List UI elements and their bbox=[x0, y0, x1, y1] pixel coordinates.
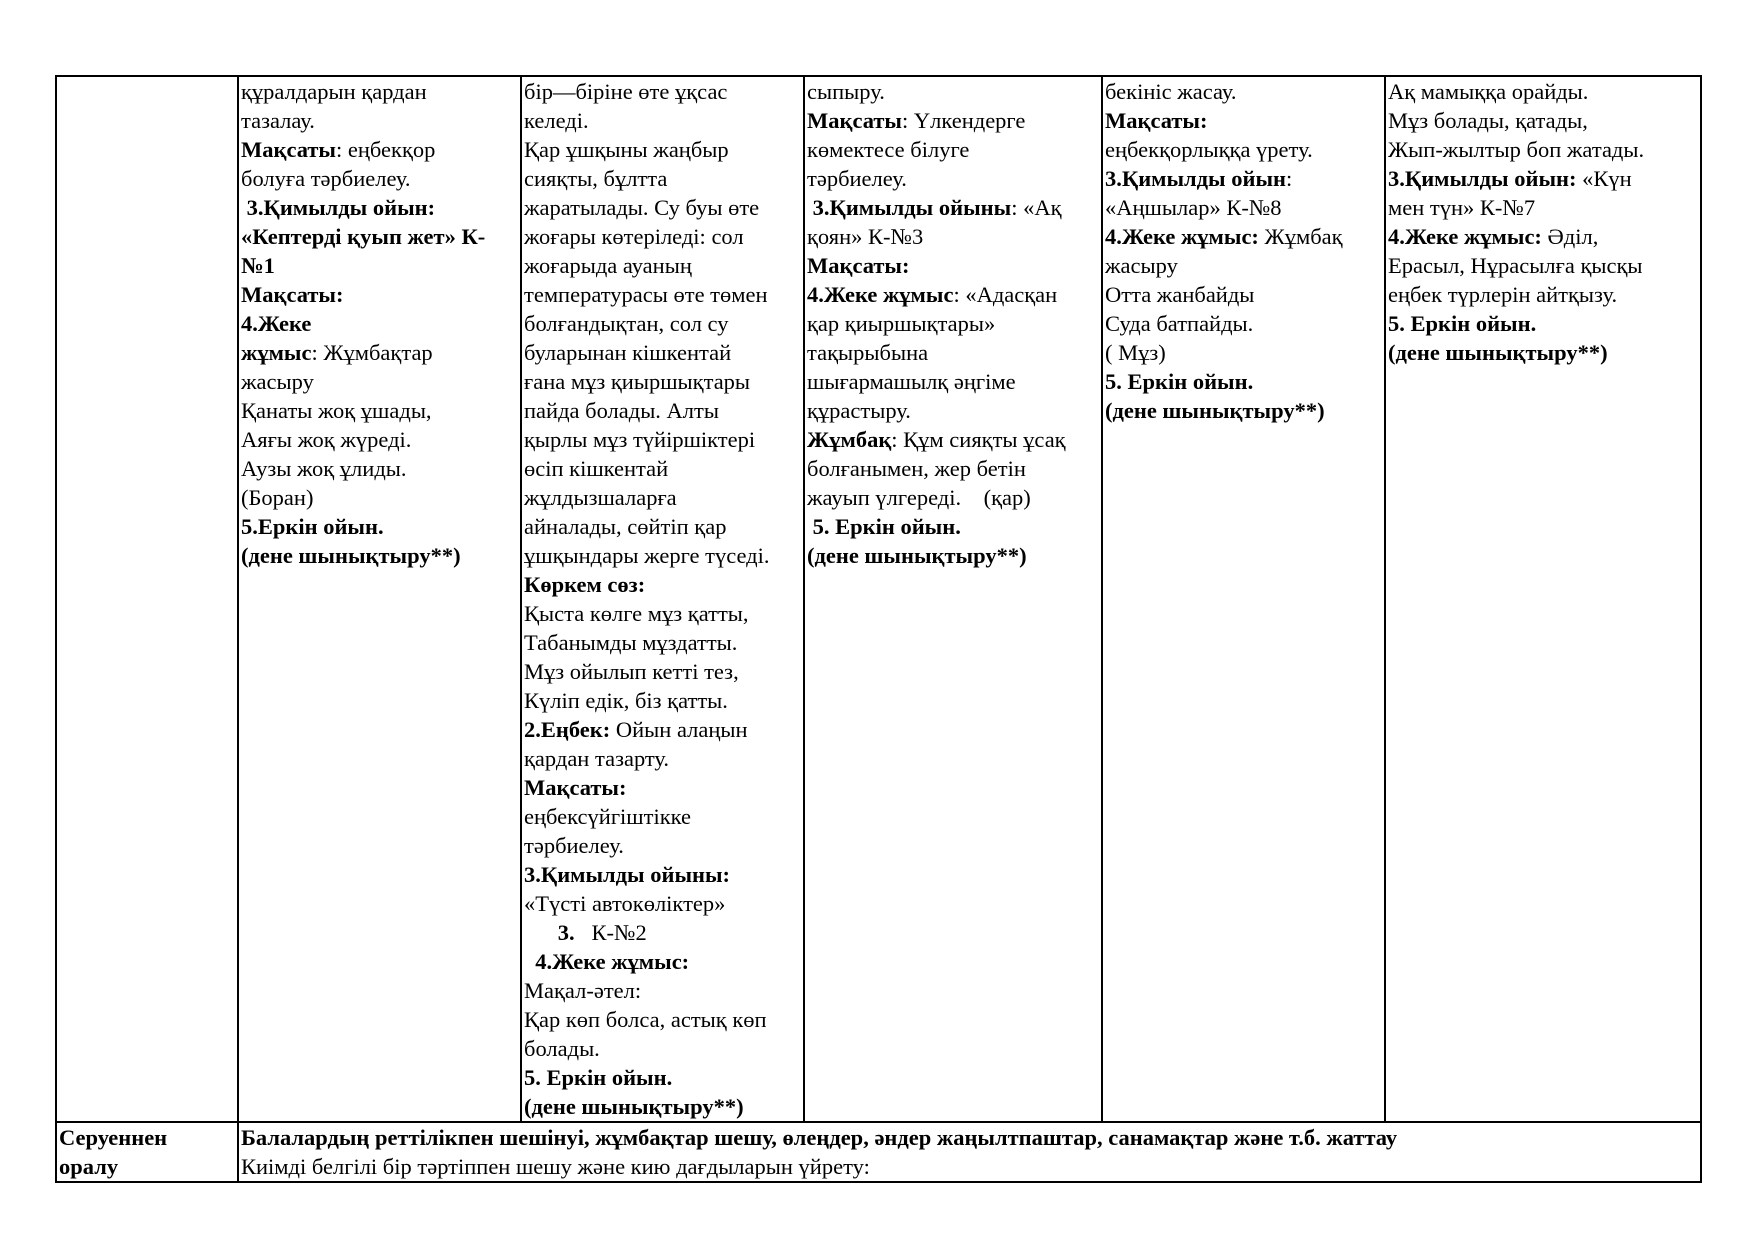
text-line bbox=[1388, 77, 1700, 106]
text-line bbox=[1105, 309, 1384, 338]
bold-text: Мақсаты: bbox=[524, 775, 627, 800]
bold-text: (дене шынықтыру**) bbox=[1388, 340, 1608, 365]
text-line bbox=[1105, 367, 1384, 396]
text-line bbox=[524, 135, 803, 164]
text-line bbox=[807, 193, 1101, 222]
text-run: жоғары көтеріледі: сол bbox=[524, 224, 744, 249]
bold-text: №1 bbox=[241, 253, 275, 278]
text-line bbox=[524, 541, 803, 570]
text-run: тәрбиелеу. bbox=[524, 833, 624, 858]
text-line bbox=[524, 802, 803, 831]
text-line bbox=[524, 1005, 803, 1034]
text-run: еңбек түрлерін айтқызу. bbox=[1388, 282, 1618, 307]
return-from-walk-row bbox=[56, 1122, 1701, 1182]
text-line bbox=[1105, 164, 1384, 193]
text-run: : Жұмбақтар bbox=[311, 340, 433, 365]
text-run: К-№2 bbox=[574, 920, 647, 945]
text-run: сыпыру. bbox=[807, 79, 885, 104]
text-line bbox=[1105, 135, 1384, 164]
text-line bbox=[807, 251, 1101, 280]
text-line bbox=[807, 280, 1101, 309]
text-run: жаратылады. Су буы өте bbox=[524, 195, 760, 220]
text-line bbox=[524, 773, 803, 802]
text-line bbox=[524, 425, 803, 454]
day-column bbox=[521, 76, 804, 1122]
text-run: қар қиыршықтары» bbox=[807, 311, 996, 336]
bold-text: Мақсаты bbox=[807, 108, 902, 133]
day-column bbox=[804, 76, 1102, 1122]
bold-text: 5. Еркін ойын. bbox=[1388, 311, 1537, 336]
bold-text: 3. bbox=[524, 920, 575, 945]
day-column bbox=[238, 76, 521, 1122]
bold-text: 5. Еркін ойын. bbox=[524, 1065, 673, 1090]
text-run: Мұз ойылып кетті тез, bbox=[524, 659, 739, 684]
text-line bbox=[241, 541, 520, 570]
text-run: : «Ақ bbox=[1011, 195, 1062, 220]
text-run: құралдарын қардан bbox=[241, 79, 427, 104]
text-line bbox=[1105, 251, 1384, 280]
text-run: : Үлкендерге bbox=[902, 108, 1026, 133]
text-line bbox=[524, 947, 803, 976]
bold-text: (дене шынықтыру**) bbox=[1105, 398, 1325, 423]
text-run: құрастыру. bbox=[807, 398, 911, 423]
text-run: : «Адасқан bbox=[953, 282, 1058, 307]
return-text: Киімді белгілі бір тәртіппен шешу және кию дағдыларын үйрету: bbox=[241, 1154, 870, 1179]
text-run: көмектесе білуге bbox=[807, 137, 970, 162]
text-run: қоян» К-№3 bbox=[807, 224, 924, 249]
text-line bbox=[807, 106, 1101, 135]
text-run: еңбекқорлыққа үрету. bbox=[1105, 137, 1313, 162]
text-line bbox=[241, 425, 520, 454]
text-line bbox=[241, 106, 520, 135]
text-line bbox=[241, 193, 520, 222]
text-line bbox=[524, 367, 803, 396]
text-run: : еңбекқор bbox=[336, 137, 436, 162]
bold-text: 3.Қимылды ойын: bbox=[241, 195, 436, 220]
text-line bbox=[524, 831, 803, 860]
text-line bbox=[524, 251, 803, 280]
text-line bbox=[1388, 164, 1700, 193]
bold-text: 3.Қимылды ойыны bbox=[807, 195, 1012, 220]
text-run: температурасы өте төмен bbox=[524, 282, 768, 307]
text-run: Жұмбақ bbox=[1258, 224, 1343, 249]
text-line bbox=[524, 1034, 803, 1063]
text-run: тәрбиелеу. bbox=[807, 166, 907, 191]
text-run: айналады, сөйтіп қар bbox=[524, 514, 727, 539]
text-run: (Боран) bbox=[241, 485, 314, 510]
text-run: болады. bbox=[524, 1036, 600, 1061]
bold-text: Мақсаты bbox=[241, 137, 336, 162]
text-line bbox=[524, 396, 803, 425]
text-line bbox=[241, 396, 520, 425]
text-run: буларынан кішкентай bbox=[524, 340, 732, 365]
bold-text: 5.Еркін ойын. bbox=[241, 514, 384, 539]
text-line bbox=[1105, 396, 1384, 425]
walk-activities-row bbox=[56, 76, 1701, 1122]
text-run: жасыру bbox=[241, 369, 314, 394]
text-line bbox=[524, 918, 803, 947]
text-run: жұлдызшаларға bbox=[524, 485, 677, 510]
bold-text: 5. Еркін ойын. bbox=[807, 514, 961, 539]
bold-text: 4.Жеке жұмыс: bbox=[1105, 224, 1259, 249]
bold-text: Мақсаты: bbox=[1105, 108, 1208, 133]
text-line bbox=[524, 164, 803, 193]
text-line bbox=[524, 1092, 803, 1121]
text-line bbox=[1105, 106, 1384, 135]
text-line bbox=[524, 599, 803, 628]
bold-text: 4.Жеке жұмыс bbox=[807, 282, 954, 307]
text-run: Қанаты жоқ ұшады, bbox=[241, 398, 432, 423]
text-line bbox=[1388, 309, 1700, 338]
text-line bbox=[241, 222, 520, 251]
text-run: «Күн bbox=[1576, 166, 1632, 191]
text-run: Табанымды мұздатты. bbox=[524, 630, 738, 655]
day-column bbox=[1385, 76, 1701, 1122]
text-run: болуға тәрбиелеу. bbox=[241, 166, 411, 191]
text-line bbox=[807, 425, 1101, 454]
text-run: тақырыбына bbox=[807, 340, 929, 365]
bold-text: Жұмбақ bbox=[807, 427, 892, 452]
bold-text: 4.Жеке bbox=[241, 311, 312, 336]
text-run: Жып-жылтыр боп жатады. bbox=[1388, 137, 1645, 162]
text-line bbox=[524, 512, 803, 541]
bold-text: «Кептерді қуып жет» К- bbox=[241, 224, 486, 249]
row-label-line: Серуеннен bbox=[59, 1125, 168, 1150]
text-line bbox=[241, 77, 520, 106]
row-label-cell bbox=[56, 1122, 238, 1182]
text-line bbox=[1388, 106, 1700, 135]
text-line bbox=[524, 715, 803, 744]
text-run: жасыру bbox=[1105, 253, 1178, 278]
text-line bbox=[524, 686, 803, 715]
text-line bbox=[241, 512, 520, 541]
text-run: «Түсті автокөліктер» bbox=[524, 891, 726, 916]
text-run: Суда батпайды. bbox=[1105, 311, 1254, 336]
text-run: ғана мұз қиыршықтары bbox=[524, 369, 751, 394]
text-line bbox=[524, 976, 803, 1005]
text-run: Әділ, bbox=[1541, 224, 1599, 249]
text-run: Ақ мамыққа орайды. bbox=[1388, 79, 1589, 104]
text-line bbox=[807, 512, 1101, 541]
text-line bbox=[241, 454, 520, 483]
text-run: шығармашылқ әңгіме bbox=[807, 369, 1016, 394]
text-line bbox=[807, 483, 1101, 512]
text-line bbox=[1105, 77, 1384, 106]
return-content-cell bbox=[238, 1122, 1701, 1182]
bold-text: жұмыс bbox=[241, 340, 312, 365]
text-line bbox=[1388, 251, 1700, 280]
text-run: еңбексүйгіштікке bbox=[524, 804, 691, 829]
text-run: пайда болады. Алты bbox=[524, 398, 719, 423]
text-line bbox=[241, 338, 520, 367]
text-line bbox=[524, 860, 803, 889]
text-run: бекініс жасау. bbox=[1105, 79, 1237, 104]
text-run: Аузы жоқ ұлиды. bbox=[241, 456, 407, 481]
return-heading: Балалардың реттілікпен шешінуі, жұмбақтар шешу, өлеңдер, әндер жаңылтпаштар, санамақтар және т.б. жаттау bbox=[241, 1125, 1398, 1150]
text-line bbox=[524, 309, 803, 338]
bold-text: 4.Жеке жұмыс: bbox=[1388, 224, 1542, 249]
text-line bbox=[241, 483, 520, 512]
text-line bbox=[241, 164, 520, 193]
text-line bbox=[807, 222, 1101, 251]
text-line bbox=[1105, 222, 1384, 251]
text-run: келеді. bbox=[524, 108, 589, 133]
bold-text: Мақсаты: bbox=[807, 253, 910, 278]
text-line bbox=[807, 77, 1101, 106]
text-line bbox=[524, 744, 803, 773]
text-line bbox=[1388, 280, 1700, 309]
text-run: болғандықтан, сол су bbox=[524, 311, 729, 336]
text-run: Аяғы жоқ жүреді. bbox=[241, 427, 412, 452]
text-line bbox=[241, 367, 520, 396]
text-run: Қыста көлге мұз қатты, bbox=[524, 601, 749, 626]
bold-text: 3.Қимылды ойын bbox=[1105, 166, 1286, 191]
bold-text: 4.Жеке жұмыс: bbox=[524, 949, 690, 974]
text-run: Қар көп болса, астық көп bbox=[524, 1007, 767, 1032]
bold-text: (дене шынықтыру**) bbox=[524, 1094, 744, 1119]
text-line bbox=[241, 251, 520, 280]
text-run: мен түн» К-№7 bbox=[1388, 195, 1536, 220]
text-line bbox=[524, 280, 803, 309]
text-line bbox=[1388, 222, 1700, 251]
text-line bbox=[1105, 338, 1384, 367]
text-line bbox=[807, 164, 1101, 193]
text-run: : bbox=[1286, 166, 1293, 191]
text-run: жоғарыда ауаның bbox=[524, 253, 692, 278]
text-line bbox=[1388, 338, 1700, 367]
text-run: тазалау. bbox=[241, 108, 315, 133]
bold-text: (дене шынықтыру**) bbox=[807, 543, 1027, 568]
text-line bbox=[524, 483, 803, 512]
text-run: болғанымен, жер бетін bbox=[807, 456, 1026, 481]
text-line bbox=[807, 309, 1101, 338]
text-run: Мұз болады, қатады, bbox=[1388, 108, 1588, 133]
text-run: «Аңшылар» К-№8 bbox=[1105, 195, 1282, 220]
text-run: : Құм сияқты ұсақ bbox=[891, 427, 1066, 452]
text-line bbox=[1388, 135, 1700, 164]
text-run: жауып үлгереді. (қар) bbox=[807, 485, 1031, 510]
text-run: ұшқындары жерге түседі. bbox=[524, 543, 770, 568]
bold-text: Мақсаты: bbox=[241, 282, 344, 307]
text-run: Қар ұшқыны жаңбыр bbox=[524, 137, 729, 162]
text-line bbox=[524, 1063, 803, 1092]
bold-text: (дене шынықтыру**) bbox=[241, 543, 461, 568]
text-line bbox=[524, 193, 803, 222]
text-line bbox=[1105, 193, 1384, 222]
text-line bbox=[524, 889, 803, 918]
text-run: бір—біріне өте ұқсас bbox=[524, 79, 728, 104]
row-label-cell bbox=[56, 76, 238, 1122]
bold-text: 3.Қимылды ойын: bbox=[1388, 166, 1577, 191]
bold-text: Көркем сөз: bbox=[524, 572, 646, 597]
bold-text: 2.Еңбек: bbox=[524, 717, 611, 742]
text-line bbox=[524, 77, 803, 106]
text-line bbox=[807, 541, 1101, 570]
text-line bbox=[807, 454, 1101, 483]
schedule-table bbox=[55, 75, 1702, 1183]
text-line bbox=[241, 280, 520, 309]
text-line bbox=[241, 135, 520, 164]
text-line bbox=[807, 396, 1101, 425]
text-run: Мақал-әтел: bbox=[524, 978, 642, 1003]
text-run: Отта жанбайды bbox=[1105, 282, 1255, 307]
text-line bbox=[1388, 193, 1700, 222]
text-run: қырлы мұз түйіршіктері bbox=[524, 427, 756, 452]
text-run: Ойын алаңын bbox=[610, 717, 748, 742]
bold-text: 3.Қимылды ойыны: bbox=[524, 862, 731, 887]
text-run: Күліп едік, біз қатты. bbox=[524, 688, 728, 713]
text-line bbox=[807, 135, 1101, 164]
row-label-line: оралу bbox=[59, 1154, 119, 1179]
text-line bbox=[524, 454, 803, 483]
text-run: қардан тазарту. bbox=[524, 746, 670, 771]
text-run: өсіп кішкентай bbox=[524, 456, 669, 481]
day-column bbox=[1102, 76, 1385, 1122]
text-line bbox=[1105, 280, 1384, 309]
text-run: сияқты, бұлтта bbox=[524, 166, 668, 191]
text-line bbox=[524, 338, 803, 367]
text-line bbox=[807, 338, 1101, 367]
text-line bbox=[524, 628, 803, 657]
text-run: ( Мұз) bbox=[1105, 340, 1166, 365]
text-line bbox=[524, 222, 803, 251]
text-line bbox=[807, 367, 1101, 396]
text-run: Ерасыл, Нұрасылға қысқы bbox=[1388, 253, 1643, 278]
text-line bbox=[241, 309, 520, 338]
bold-text: 5. Еркін ойын. bbox=[1105, 369, 1254, 394]
text-line bbox=[524, 570, 803, 599]
text-line bbox=[524, 657, 803, 686]
text-line bbox=[524, 106, 803, 135]
